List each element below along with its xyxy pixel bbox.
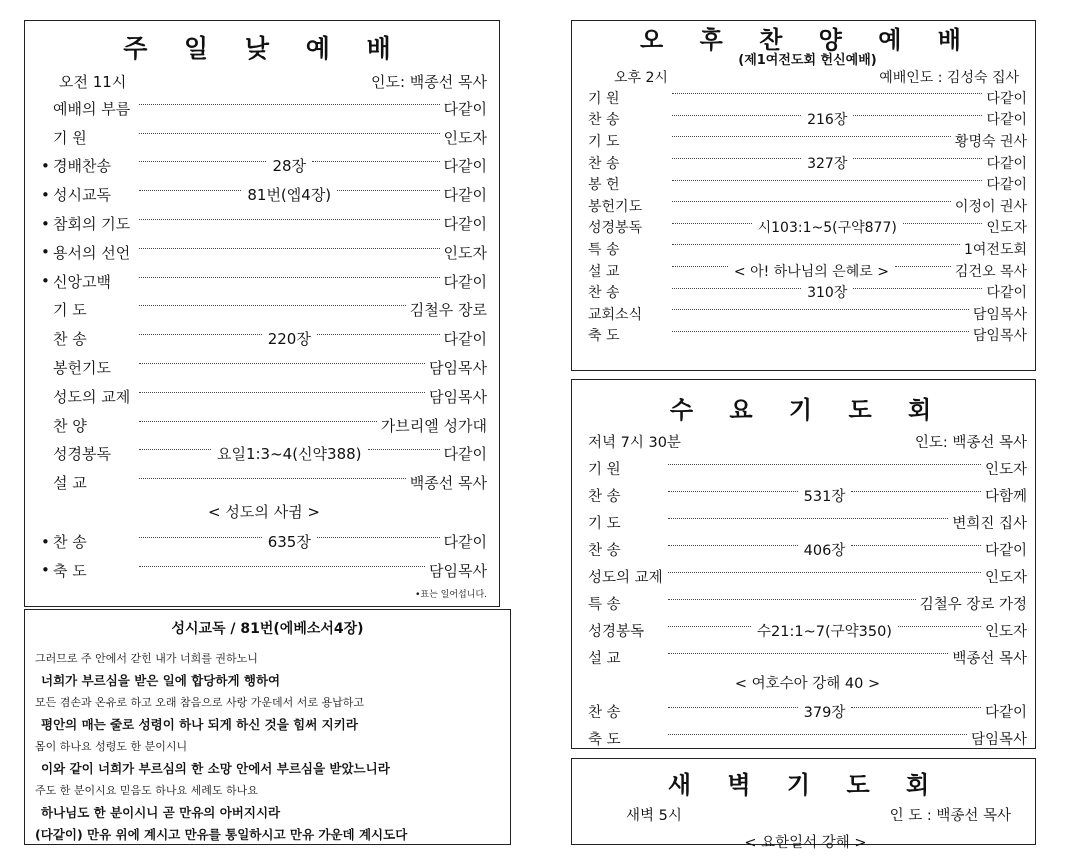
- order-item-name: 성도의 교제: [53, 387, 131, 406]
- order-item-performer: 다같이: [443, 330, 488, 349]
- dot-leader: [139, 449, 211, 450]
- order-item-performer: 인도자: [984, 624, 1028, 640]
- order-item-name: 기 도: [588, 133, 620, 150]
- order-item: [588, 482, 1027, 509]
- dot-leader: [672, 266, 728, 267]
- dot-leader: [851, 491, 981, 492]
- order-item-performer: 담임목사: [429, 387, 487, 406]
- order-item-name: 성경봉독: [588, 624, 645, 640]
- dot-leader: [139, 566, 425, 567]
- order-item: [41, 411, 487, 440]
- order-item-performer: 다같이: [443, 99, 487, 118]
- sunday-title: 주 일 낮 예 배: [123, 34, 405, 63]
- order-item: [588, 217, 1027, 239]
- order-item: [41, 324, 487, 353]
- order-item-name: 찬 송: [588, 112, 620, 129]
- reading-congregation-line: 평안의 매는 줄로 성령이 하나 되게 하신 것을 힘써 지키라: [41, 717, 358, 732]
- sunday-time: 오전 11시: [59, 73, 127, 91]
- afternoon-time: 오후 2시: [614, 70, 668, 86]
- dot-leader: [672, 93, 982, 94]
- order-item-performer: 다함께: [984, 489, 1027, 505]
- order-item-performer: 인도자: [984, 570, 1027, 586]
- order-item: [41, 267, 487, 296]
- order-item-performer: 담임목사: [972, 306, 1027, 323]
- reading-leader-line: 주도 한 분이시요 믿음도 하나요 세례도 하나요: [35, 784, 258, 797]
- dawn-sermon-title: < 요한일서 강해 >: [744, 835, 867, 851]
- order-item-detail: 406장: [803, 543, 846, 559]
- order-item: [588, 509, 1027, 536]
- dot-leader: [317, 537, 440, 538]
- order-item-name: 성도의 교제: [588, 570, 663, 586]
- order-item-performer: 담임목사: [429, 561, 487, 580]
- order-item: [41, 556, 487, 585]
- order-item-name: 용서의 선언: [53, 243, 131, 262]
- dot-leader: [668, 572, 981, 573]
- stand-marker: •: [41, 561, 50, 580]
- order-item-performer: 다같이: [443, 157, 487, 176]
- dot-leader: [139, 190, 241, 191]
- order-item: [588, 455, 1027, 482]
- dot-leader: [903, 223, 983, 224]
- order-item: [41, 468, 487, 497]
- afternoon-service-panel: [571, 20, 1036, 371]
- order-item-name: 봉헌기도: [53, 359, 111, 378]
- order-item: [588, 725, 1027, 752]
- dawn-leader: 인 도 : 백종선 목사: [889, 808, 1011, 824]
- sunday-header: [41, 71, 487, 92]
- order-item-performer: 다같이: [984, 705, 1027, 721]
- order-item-detail: 요일1:3~4(신약388): [216, 445, 362, 464]
- order-item: [588, 563, 1027, 590]
- wednesday-prayer-panel: [571, 379, 1036, 749]
- order-item-detail: 310장: [807, 285, 848, 302]
- dot-leader: [895, 266, 951, 267]
- order-item-detail: 220장: [267, 330, 311, 349]
- wednesday-leader: 인도: 백종선 목사: [914, 435, 1027, 451]
- dot-leader: [139, 392, 425, 393]
- order-item: [41, 353, 487, 382]
- order-item-name: 기 원: [53, 128, 87, 147]
- stand-marker: •: [41, 185, 50, 204]
- dot-leader: [668, 734, 967, 735]
- order-item: [41, 152, 487, 181]
- order-item-performer: 이정이 권사: [954, 198, 1027, 215]
- dot-leader: [668, 491, 798, 492]
- order-item-performer: 가브리엘 성가대: [380, 416, 487, 435]
- order-item-performer: 1여전도회: [963, 241, 1027, 258]
- order-item-name: 찬 송: [588, 543, 621, 559]
- sunday-sermon-title: < 성도의 사귐 >: [208, 503, 320, 522]
- order-item: [41, 180, 487, 209]
- order-item-performer: 다같이: [986, 112, 1028, 129]
- order-item-name: 설 교: [53, 474, 87, 493]
- dot-leader: [368, 449, 440, 450]
- afternoon-order-list: [588, 87, 1027, 346]
- order-item: [588, 109, 1027, 131]
- order-item: [588, 238, 1027, 260]
- stand-marker: •: [41, 272, 50, 291]
- reading-lines: [35, 648, 500, 846]
- order-item: [41, 382, 487, 411]
- order-item-performer: 다같이: [986, 177, 1027, 194]
- order-item-performer: 인도자: [443, 243, 487, 262]
- dot-leader: [853, 288, 982, 289]
- order-item-detail: < 아! 하나님의 은혜로 >: [733, 263, 889, 280]
- order-item: [588, 152, 1027, 174]
- dot-leader: [851, 545, 981, 546]
- reading-leader-line: 그러므로 주 안에서 갇힌 내가 너희를 권하노니: [35, 652, 258, 665]
- dot-leader: [672, 158, 801, 159]
- order-item: [588, 173, 1027, 195]
- order-item-name: 찬 송: [588, 285, 620, 302]
- stand-marker: •: [41, 214, 50, 233]
- order-item-performer: 다같이: [986, 90, 1027, 107]
- order-item-name: 기 원: [588, 462, 621, 478]
- order-item: [588, 281, 1027, 303]
- order-item-performer: 김건오 목사: [954, 263, 1027, 280]
- order-item-performer: 다같이: [443, 215, 487, 234]
- order-item: [41, 123, 487, 152]
- order-item-detail: 531장: [803, 489, 846, 505]
- dot-leader: [668, 707, 798, 708]
- wednesday-title: 수 요 기 도 회: [669, 396, 946, 424]
- order-item-performer: 김철우 장로 가정: [919, 597, 1027, 613]
- order-item-performer: 백종선 목사: [409, 474, 487, 493]
- order-item: [588, 536, 1027, 563]
- order-item-name: 특 송: [588, 241, 620, 258]
- order-item-name: 교회소식: [588, 306, 643, 323]
- order-item-name: 축 도: [588, 732, 621, 748]
- responsive-reading-panel: [24, 609, 511, 845]
- dot-leader: [139, 104, 440, 105]
- order-item-name: 특 송: [588, 597, 621, 613]
- order-item-name: 찬 송: [588, 155, 620, 172]
- order-item-detail: 수21:1~7(구약350): [757, 624, 892, 640]
- dot-leader: [668, 464, 981, 465]
- order-item: [588, 130, 1027, 152]
- order-item-performer: 다같이: [443, 445, 488, 464]
- order-item: [41, 94, 487, 123]
- order-item-name: 봉헌기도: [588, 198, 643, 215]
- order-item: [588, 260, 1027, 282]
- order-item: [588, 303, 1027, 325]
- dot-leader: [139, 277, 440, 278]
- order-item: [588, 325, 1027, 347]
- wednesday-order-list-end: [588, 698, 1027, 752]
- order-item-name: 신앙고백: [53, 272, 111, 291]
- wednesday-time: 저녁 7시 30분: [588, 435, 681, 451]
- order-item-performer: 다같이: [984, 543, 1027, 559]
- wednesday-header: [588, 431, 1027, 452]
- sunday-leader: 인도: 백종선 목사: [370, 73, 487, 91]
- reading-congregation-line: 이와 같이 너희가 부르심의 한 소망 안에서 부르심을 받았느니라: [41, 761, 390, 776]
- order-item-name: 설 교: [588, 263, 620, 280]
- afternoon-title: 오 후 찬 양 예 배: [640, 26, 975, 54]
- order-item-performer: 인도자: [443, 128, 487, 147]
- order-item: [588, 698, 1027, 725]
- dot-leader: [139, 334, 262, 335]
- order-item-performer: 김철우 장로: [409, 301, 487, 320]
- stand-marker: •: [41, 156, 50, 175]
- dot-leader: [672, 201, 951, 202]
- dot-leader: [139, 305, 406, 306]
- dot-leader: [898, 626, 981, 627]
- order-item-performer: 백종선 목사: [952, 651, 1027, 667]
- dot-leader: [312, 161, 439, 162]
- sunday-service-panel: [24, 20, 500, 607]
- order-item-detail: 635장: [267, 533, 311, 552]
- sunday-order-list-end: [41, 527, 487, 585]
- dot-leader: [139, 421, 377, 422]
- order-item: [41, 527, 487, 556]
- dot-leader: [668, 626, 751, 627]
- order-item-name: 축 도: [53, 561, 87, 580]
- wednesday-order-list: [588, 455, 1027, 671]
- dot-leader: [668, 545, 798, 546]
- order-item-name: 기 원: [588, 90, 620, 107]
- order-item-name: 성경봉독: [588, 220, 643, 237]
- dot-leader: [672, 223, 752, 224]
- order-item: [41, 440, 487, 469]
- reading-title: 성시교독 / 81번(에베소서4장): [171, 621, 364, 637]
- dawn-prayer-panel: [571, 758, 1036, 851]
- dot-leader: [851, 707, 981, 708]
- order-item-performer: 인도자: [986, 220, 1027, 237]
- stand-marker: •: [41, 243, 50, 262]
- order-item-name: 기 도: [53, 301, 87, 320]
- dawn-time: 새벽 5시: [626, 808, 682, 824]
- order-item-name: 설 교: [588, 651, 621, 667]
- order-item: [41, 209, 487, 238]
- dot-leader: [668, 599, 916, 600]
- order-item-name: 찬 송: [53, 330, 87, 349]
- order-item-detail: 379장: [803, 705, 846, 721]
- order-item-name: 성경봉독: [53, 445, 111, 464]
- order-item-detail: 시103:1~5(구약877): [757, 220, 897, 237]
- order-item: [41, 296, 487, 325]
- order-item: [588, 87, 1027, 109]
- reading-leader-line: 모든 겸손과 온유로 하고 오래 참음으로 사랑 가운데서 서로 용납하고: [35, 696, 364, 709]
- dot-leader: [139, 537, 262, 538]
- dot-leader: [672, 331, 969, 332]
- order-item-performer: 다같이: [986, 285, 1028, 302]
- order-item-name: 경배찬송: [53, 157, 111, 176]
- order-item-name: 찬 양: [53, 416, 87, 435]
- order-item-name: 찬 송: [588, 705, 621, 721]
- afternoon-leader: 예배인도 : 김성숙 집사: [879, 70, 1019, 86]
- reading-congregation-line: (다같이) 만유 위에 계시고 만유를 통일하시고 만유 가운데 계시도다: [35, 827, 408, 842]
- order-item-name: 찬 송: [588, 489, 621, 505]
- dot-leader: [672, 180, 982, 181]
- order-item-performer: 변희진 집사: [952, 516, 1027, 532]
- reading-congregation-line: 하나님도 한 분이시니 곧 만유의 아버지시라: [41, 805, 281, 820]
- sunday-order-list: [41, 94, 487, 497]
- dot-leader: [337, 190, 439, 191]
- dot-leader: [139, 161, 266, 162]
- order-item-detail: 216장: [807, 112, 848, 129]
- dot-leader: [139, 478, 406, 479]
- order-item-performer: 담임목사: [429, 359, 487, 378]
- afternoon-subtitle: (제1여전도회 헌신예배): [738, 53, 877, 68]
- dot-leader: [668, 518, 948, 519]
- order-item: [588, 590, 1027, 617]
- order-item-performer: 담임목사: [972, 328, 1027, 345]
- stand-marker: •: [41, 532, 50, 551]
- standing-note: •표는 일어섭니다.: [415, 589, 487, 600]
- order-item-name: 기 도: [588, 516, 621, 532]
- order-item: [588, 644, 1027, 671]
- order-item: [41, 238, 487, 267]
- order-item-performer: 다같이: [443, 533, 488, 552]
- dot-leader: [139, 219, 440, 220]
- dot-leader: [672, 309, 969, 310]
- dot-leader: [853, 115, 982, 116]
- order-item-performer: 다같이: [443, 272, 487, 291]
- order-item-detail: 28장: [272, 157, 307, 176]
- order-item-detail: 327장: [807, 155, 848, 172]
- dot-leader: [672, 136, 951, 137]
- reading-congregation-line: 너희가 부르심을 받은 일에 합당하게 행하여: [41, 673, 281, 688]
- dot-leader: [139, 363, 425, 364]
- order-item-detail: 81번(엡4장): [247, 186, 332, 205]
- dot-leader: [853, 158, 982, 159]
- dawn-header: [588, 804, 1023, 825]
- dot-leader: [317, 334, 440, 335]
- order-item-name: 예배의 부름: [53, 99, 131, 118]
- wednesday-sermon-title: < 여호수아 강해 40 >: [734, 676, 881, 692]
- order-item-name: 봉 헌: [588, 177, 620, 194]
- order-item-name: 성시교독: [53, 186, 111, 205]
- order-item-performer: 다같이: [986, 155, 1028, 172]
- dot-leader: [672, 115, 801, 116]
- dot-leader: [668, 653, 948, 654]
- order-item: [588, 617, 1027, 644]
- dot-leader: [139, 133, 440, 134]
- order-item-name: 참회의 기도: [53, 215, 131, 234]
- dawn-title: 새 벽 기 도 회: [667, 771, 944, 799]
- order-item: [588, 195, 1027, 217]
- dot-leader: [139, 248, 440, 249]
- dot-leader: [672, 288, 801, 289]
- dot-leader: [672, 244, 960, 245]
- order-item-name: 찬 송: [53, 533, 87, 552]
- order-item-performer: 담임목사: [970, 732, 1027, 748]
- order-item-performer: 인도자: [984, 462, 1027, 478]
- order-item-name: 축 도: [588, 328, 620, 345]
- order-item-performer: 다같이: [443, 186, 488, 205]
- order-item-performer: 황명숙 권사: [954, 133, 1027, 150]
- reading-leader-line: 몸이 하나요 성령도 한 분이시니: [35, 740, 188, 753]
- afternoon-header: [588, 69, 1027, 87]
